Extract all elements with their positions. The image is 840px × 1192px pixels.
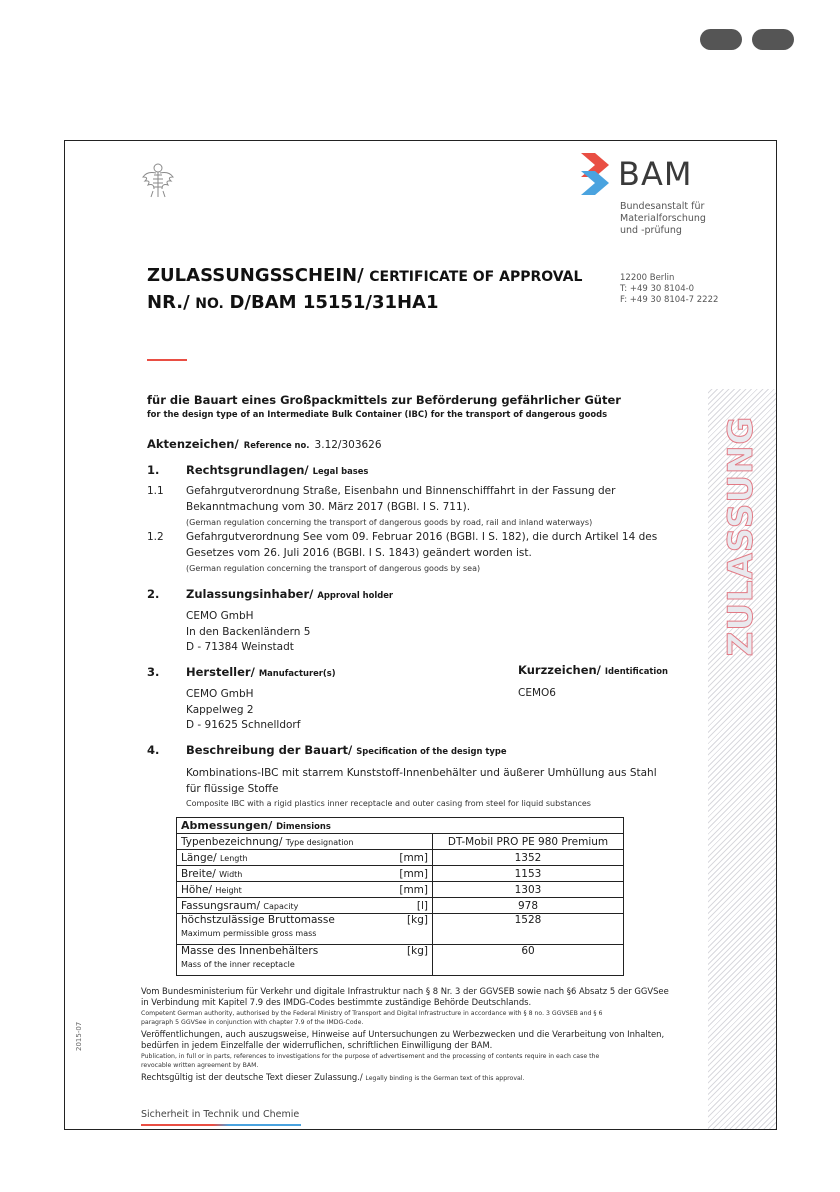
section-2-number: 2. [147, 587, 160, 601]
footer-authority-en: Competent German authority, authorised by the Federal Ministry of Transport and Digital Infrastructure in accordance with § 8 no. 3 GGVSEB and § 6 paragraph 5 GGVSee in conjunction with chapter 7.9 of the IMDG-Code. [141, 1010, 603, 1026]
section-1-number: 1. [147, 463, 160, 477]
table-row: Masse des Innenbehälters [kg] Mass of the inner receptacle 60 [177, 945, 624, 976]
footer-publication-en: Publication, in full or in parts, references to investigations for the purpose of advertisement and the processing of contents require in each case the revocable written agreement by BAM. [141, 1053, 600, 1069]
intro-en: for the design type of an Intermediate Bulk Container (IBC) for the transport of dangerous goods [147, 409, 608, 419]
side-date: 2015-07 [75, 1021, 83, 1051]
bam-logo-icon [579, 151, 615, 197]
item-1-2-en: (German regulation concerning the transport of dangerous goods by sea) [186, 564, 481, 573]
bam-wordmark: BAM [618, 155, 693, 193]
table-row: Breite/ Width [mm] 1153 [177, 866, 624, 882]
federal-eagle-icon [141, 161, 175, 199]
table-row: Länge/ Length [mm] 1352 [177, 850, 624, 866]
page-marker-left [700, 29, 742, 50]
item-1-1-line1: Gefahrgutverordnung Straße, Eisenbahn und Binnenschifffahrt in der Fassung der [186, 485, 616, 497]
table-row: Typenbezeichnung/ Type designation DT-Mobil PRO PE 980 Premium [177, 834, 624, 850]
item-1-1-en: (German regulation concerning the transport of dangerous goods by road, rail and inland waterways) [186, 518, 593, 527]
section-3-number: 3. [147, 665, 160, 679]
tagline-underline [141, 1124, 301, 1126]
red-divider [147, 359, 187, 361]
manufacturer-address: CEMO GmbH Kappelweg 2 D - 91625 Schnelldorf [186, 688, 301, 731]
item-1-1-number: 1.1 [147, 485, 164, 497]
table-row: höchstzulässige Bruttomasse [kg] Maximum permissible gross mass 1528 [177, 914, 624, 945]
footer-authority-de: Vom Bundesministerium für Verkehr und digitale Infrastruktur nach § 8 Nr. 3 der GGVSEB sowie nach §6 Absatz 5 der GGVSee in Verbindung mit Kapitel 7.9 des IMDG-Codes bestimmte zuständige Behörde Deutschlands. [141, 986, 669, 1007]
design-type-line2: für flüssige Stoffe [186, 783, 279, 795]
section-1-title: Rechtsgrundlagen/ Legal bases [186, 463, 369, 477]
identification-value: CEMO6 [518, 687, 556, 699]
section-4-title: Beschreibung der Bauart/ Specification of the design type [186, 743, 507, 757]
footer-publication-de: Veröffentlichungen, auch auszugsweise, Hinweise auf Untersuchungen zu Werbezwecken und die Verarbeitung von Inhalten, bedürfen in jedem Einzelfalle der widerruflichen, schriftlichen Einwilligung der BAM. [141, 1029, 665, 1050]
side-watermark: ZULASSUNG [721, 415, 761, 657]
section-4-number: 4. [147, 743, 160, 757]
identification-label: Kurzzeichen/ Identification [518, 663, 668, 677]
certificate-document [64, 140, 777, 1130]
design-type-en: Composite IBC with a rigid plastics inner receptacle and outer casing from steel for liquid substances [186, 799, 591, 808]
table-row: Höhe/ Height [mm] 1303 [177, 882, 624, 898]
approval-holder-address: CEMO GmbH In den Backenländern 5 D - 71384 Weinstadt [186, 610, 311, 653]
reference-number: Aktenzeichen/ Reference no. 3.12/303626 [147, 437, 382, 451]
footer-legal-note: Rechtsgültig ist der deutsche Text dieser Zulassung./ Legally binding is the German text of this approval. [141, 1072, 525, 1082]
footer-tagline: Sicherheit in Technik und Chemie [141, 1109, 300, 1120]
table-row: Fassungsraum/ Capacity [l] 978 [177, 898, 624, 914]
page-marker-right [752, 29, 794, 50]
item-1-1-line2: Bekanntmachung vom 30. März 2017 (BGBl. I S. 711). [186, 501, 471, 513]
table-header-row: Abmessungen/ Dimensions [177, 818, 624, 834]
section-3-title: Hersteller/ Manufacturer(s) [186, 665, 336, 679]
item-1-2-number: 1.2 [147, 531, 164, 543]
dimensions-table [176, 817, 624, 976]
intro-de: für die Bauart eines Großpackmittels zur Beförderung gefährlicher Güter [147, 393, 621, 407]
page-title: ZULASSUNGSSCHEIN/ CERTIFICATE OF APPROVAL NR./ NO. D/BAM 15151/31HA1 [147, 265, 583, 313]
item-1-2-line1: Gefahrgutverordnung See vom 09. Februar 2016 (BGBl. I S. 182), die durch Artikel 14 des [186, 531, 658, 543]
section-2-title: Zulassungsinhaber/ Approval holder [186, 587, 394, 601]
bam-subtitle: Bundesanstalt für Materialforschung und -prüfung [620, 201, 706, 236]
bam-address: 12200 Berlin T: +49 30 8104-0 F: +49 30 8104-7 2222 [620, 273, 719, 305]
item-1-2-line2: Gesetzes vom 26. Juli 2016 (BGBl. I S. 1843) geändert worden ist. [186, 547, 532, 559]
design-type-line1: Kombinations-IBC mit starrem Kunststoff-Innenbehälter und äußerer Umhüllung aus Stahl [186, 767, 657, 779]
